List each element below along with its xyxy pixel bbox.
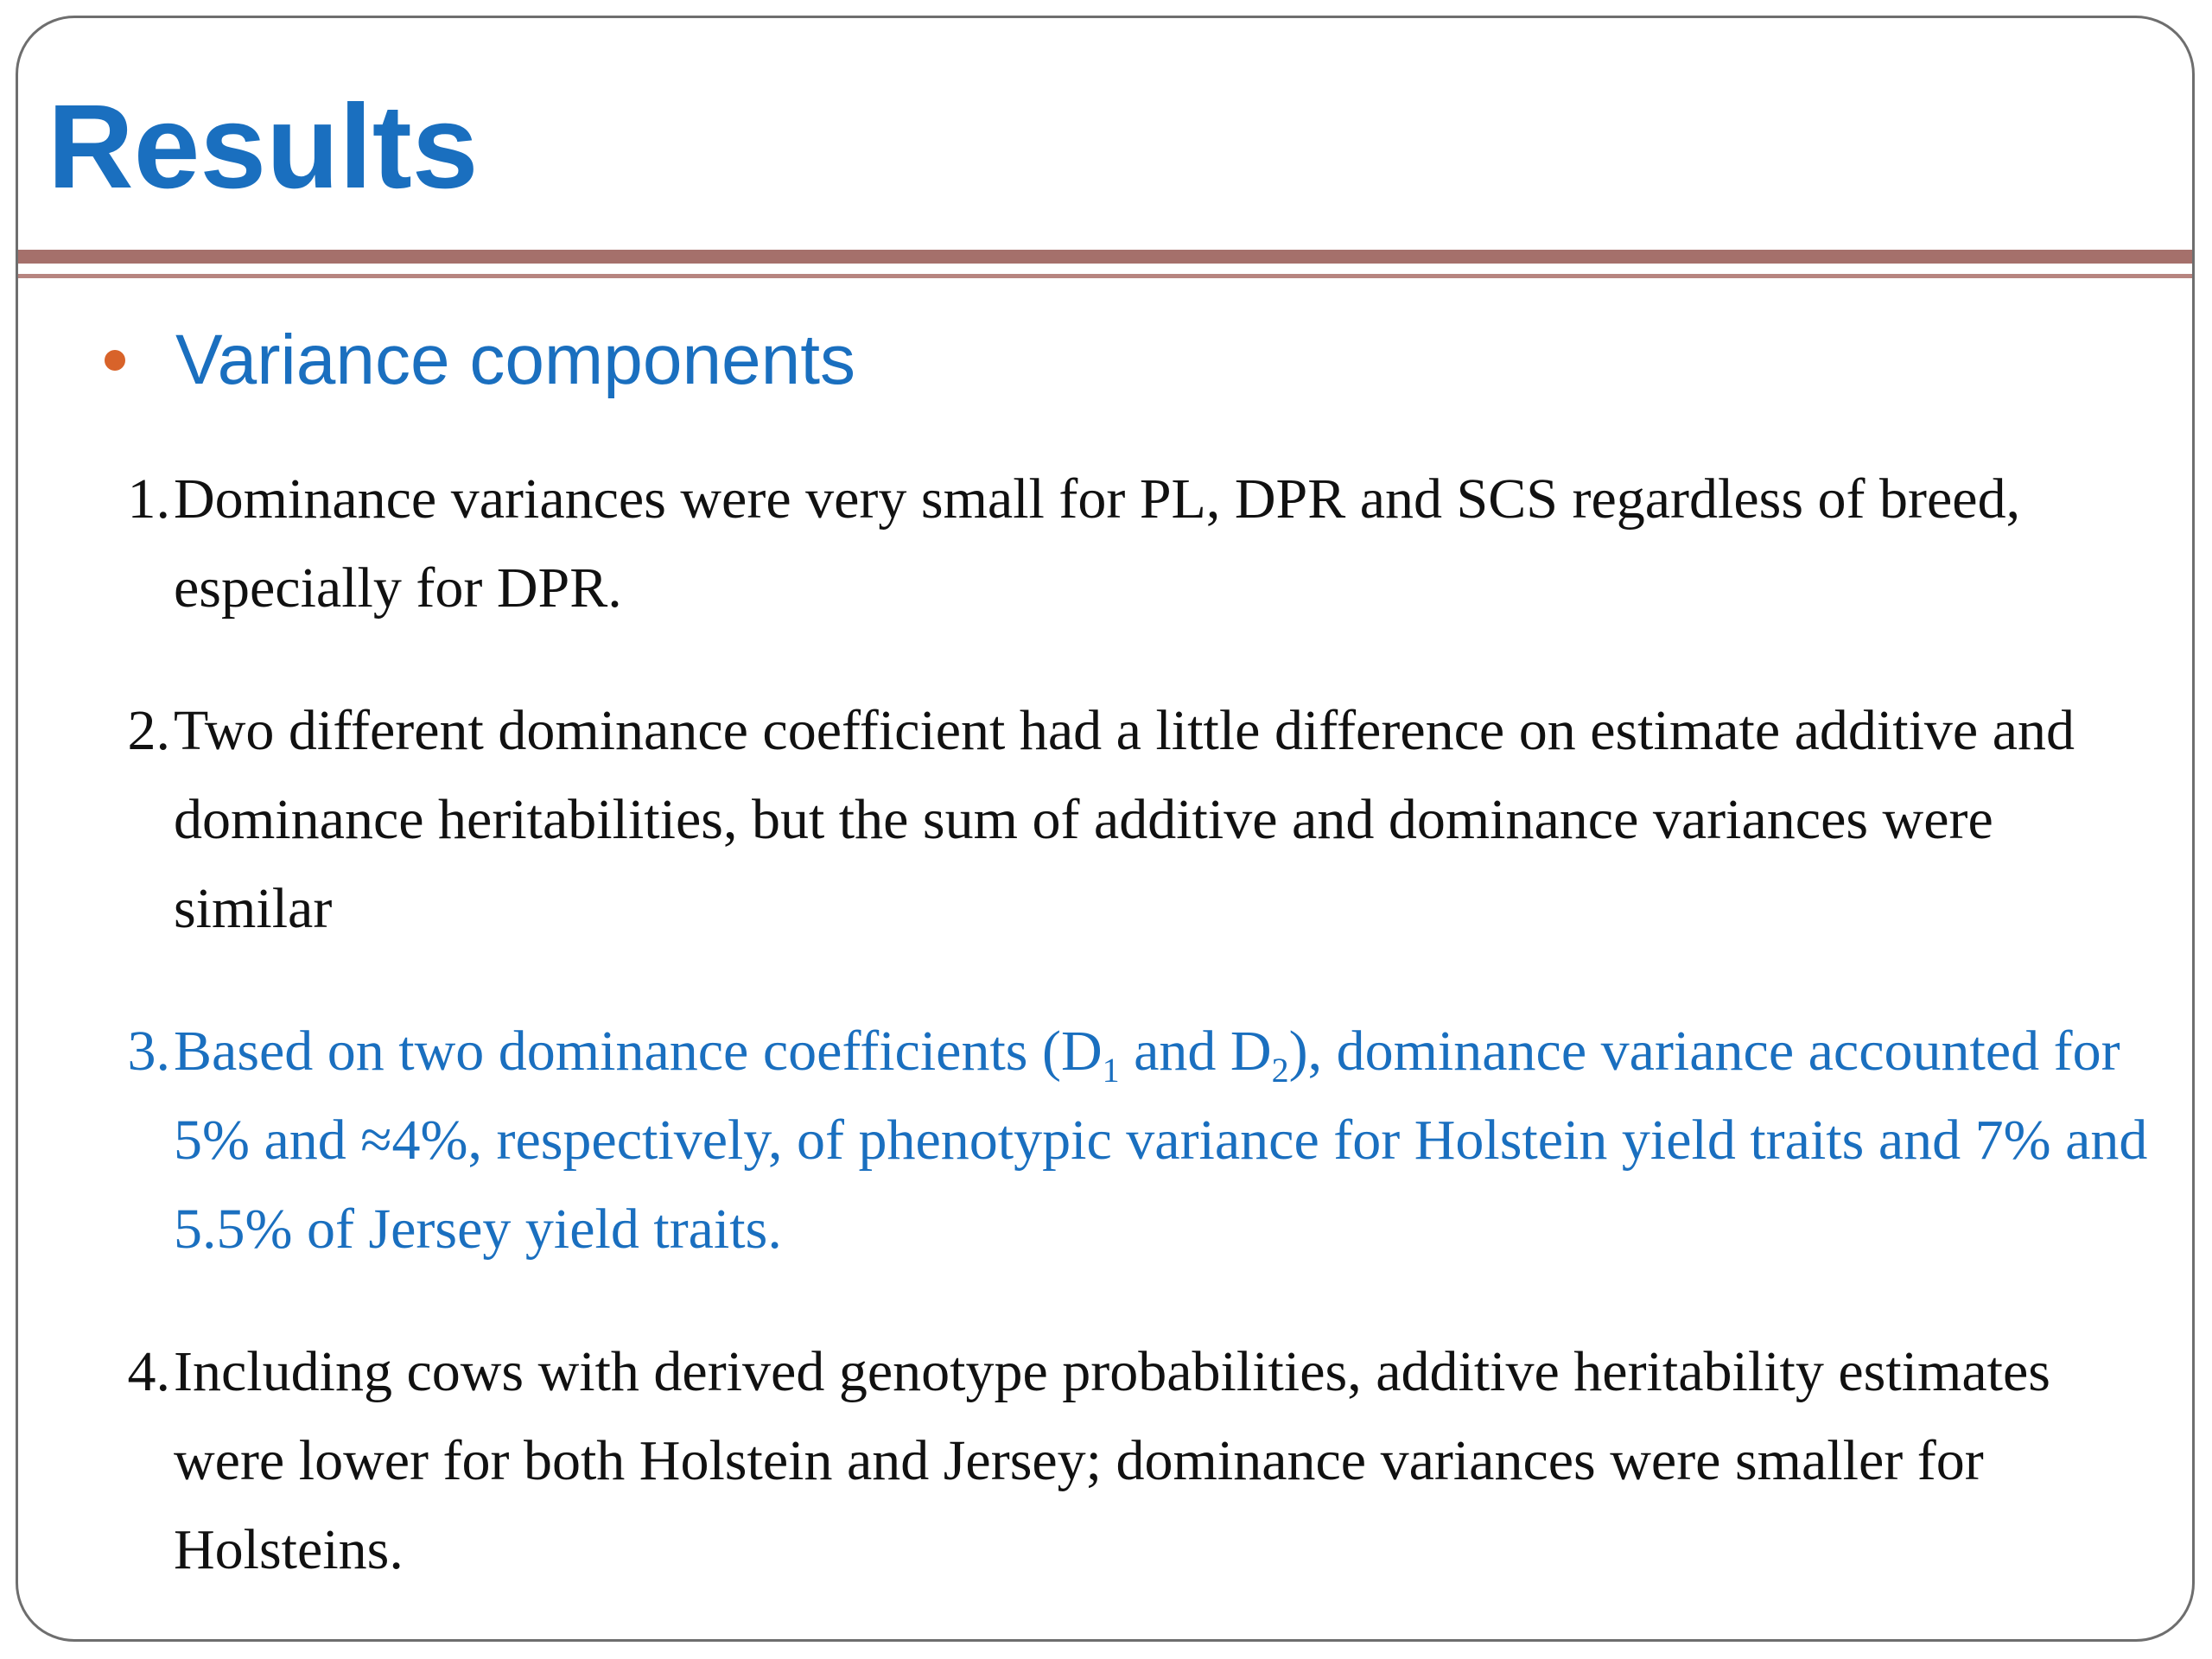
slide-title: Results — [48, 80, 479, 213]
item-text: Including cows with derived genotype probabilities, additive heritability estimates were lower for both Holstein and Jersey; dominance variances were smaller for Holsteins. — [174, 1340, 2050, 1581]
subscript-d1: 1 — [1102, 1051, 1120, 1090]
item-text: Dominance variances were very small for PL, DPR and SCS regardless of breed, especially for DPR. — [174, 467, 2021, 620]
item-text — [170, 1007, 2152, 1274]
item-text-part: and D — [1119, 1020, 1272, 1083]
list-item-highlighted — [96, 1007, 2152, 1274]
item-text: Two different dominance coefficient had a little difference on estimate additive and dominance heritabilities, but the sum of additive and dominance variances were similar — [174, 699, 2075, 940]
item-text-part: Based on two dominance coefficients (D — [174, 1020, 1103, 1083]
item-number: 1. — [127, 467, 170, 531]
item-number: 2. — [127, 699, 170, 762]
title-divider-thin — [18, 274, 2192, 278]
item-number: 4. — [127, 1340, 170, 1403]
bullet-dot-icon — [105, 350, 125, 371]
subscript-d2: 2 — [1271, 1051, 1289, 1090]
slide — [16, 16, 2195, 1642]
list-item — [96, 686, 2152, 953]
list-item — [96, 454, 2152, 632]
subheading-text: Variance components — [175, 321, 856, 399]
item-text-part: ), dominance variance accounted for 5% and ≈4%, respectively, of phenotypic variance for Holstein yield traits and 7% and 5.5% of Jersey yield traits. — [174, 1020, 2148, 1261]
item-number: 3. — [127, 1020, 170, 1083]
results-list — [96, 454, 2152, 1642]
title-divider-thick — [18, 250, 2192, 264]
list-item — [96, 1327, 2152, 1594]
subheading — [105, 321, 856, 399]
